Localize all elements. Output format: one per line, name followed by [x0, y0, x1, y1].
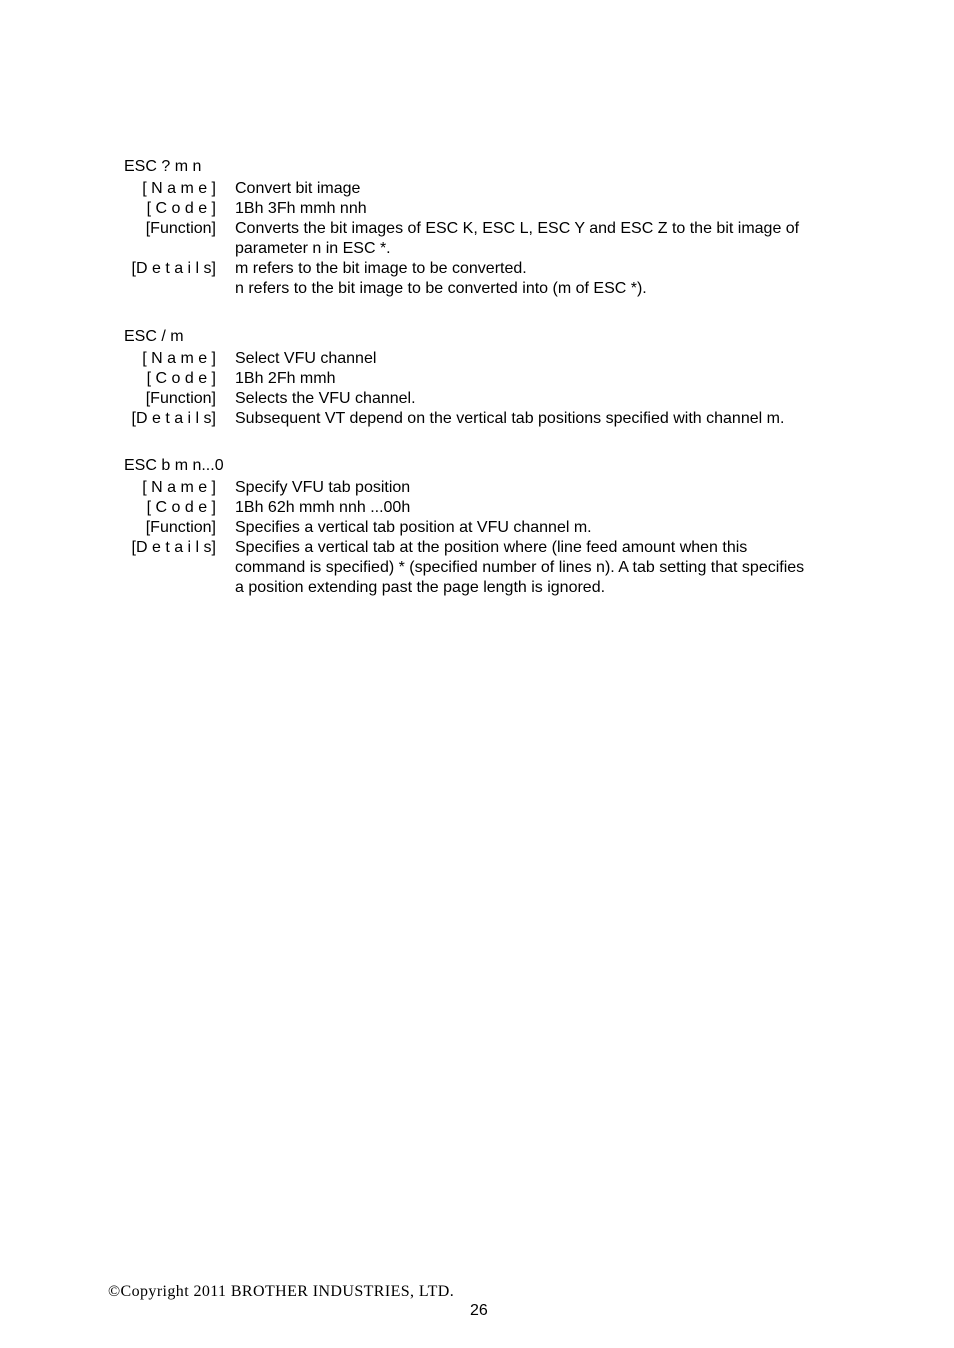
- row-value: [235, 199, 884, 219]
- row-value: [235, 409, 884, 429]
- row-value: [235, 478, 884, 498]
- row-value: [235, 179, 884, 199]
- row-value: [235, 219, 884, 259]
- row-label: [ N a m e ]: [142, 479, 216, 496]
- row-label: [ N a m e ]: [142, 180, 216, 197]
- value-line: Select VFU channel: [235, 350, 377, 367]
- details-row: [124, 409, 884, 429]
- row-label: [ C o d e ]: [146, 200, 216, 217]
- copyright-notice: ©Copyright 2011 BROTHER INDUSTRIES, LTD.: [108, 1283, 455, 1300]
- code-row: [124, 199, 884, 219]
- value-line: Specifies a vertical tab position at VFU channel m.: [235, 519, 592, 536]
- row-label: [D e t a i l s]: [131, 260, 216, 277]
- row-label: [ N a m e ]: [142, 350, 216, 367]
- name-row: [124, 349, 884, 369]
- row-value: [235, 369, 884, 389]
- function-row: [124, 389, 884, 409]
- details-row: [124, 538, 884, 598]
- row-label: [ C o d e ]: [146, 370, 216, 387]
- row-label: [Function]: [145, 519, 216, 536]
- name-row: [124, 179, 884, 199]
- row-label: [D e t a i l s]: [131, 539, 216, 556]
- function-row: [124, 219, 884, 259]
- row-label: [ C o d e ]: [146, 499, 216, 516]
- command-title: ESC b m n...0: [124, 457, 224, 474]
- command-title: ESC / m: [124, 328, 184, 345]
- value-line: parameter n in ESC *.: [235, 240, 391, 257]
- row-value: [235, 349, 884, 369]
- value-line: Convert bit image: [235, 180, 361, 197]
- row-label: [Function]: [145, 220, 216, 237]
- value-line: command is specified) * (specified number of lines n). A tab setting that specifies: [235, 559, 805, 576]
- command-esc-slash: [124, 327, 884, 429]
- row-label: [D e t a i l s]: [131, 410, 216, 427]
- row-value: [235, 538, 884, 598]
- command-esc-question: [124, 157, 884, 299]
- value-line: Subsequent VT depend on the vertical tab positions specified with channel m.: [235, 410, 785, 427]
- function-row: [124, 518, 884, 538]
- row-value: [235, 389, 884, 409]
- command-esc-b: [124, 456, 884, 598]
- value-line: 1Bh 3Fh mmh nnh: [235, 200, 367, 217]
- value-line: n refers to the bit image to be converted into (m of ESC *).: [235, 280, 647, 297]
- row-value: [235, 498, 884, 518]
- row-value: [235, 259, 884, 299]
- name-row: [124, 478, 884, 498]
- code-row: [124, 498, 884, 518]
- code-row: [124, 369, 884, 389]
- value-line: Converts the bit images of ESC K, ESC L, ESC Y and ESC Z to the bit image of: [235, 220, 800, 237]
- value-line: m refers to the bit image to be converted.: [235, 260, 527, 277]
- command-title: ESC ? m n: [124, 158, 202, 175]
- page-number: 26: [470, 1302, 488, 1319]
- value-line: Selects the VFU channel.: [235, 390, 416, 407]
- row-value: [235, 518, 884, 538]
- details-row: [124, 259, 884, 299]
- row-label: [Function]: [145, 390, 216, 407]
- value-line: a position extending past the page length is ignored.: [235, 579, 606, 596]
- value-line: 1Bh 2Fh mmh: [235, 370, 336, 387]
- value-line: Specify VFU tab position: [235, 479, 411, 496]
- value-line: Specifies a vertical tab at the position where (line feed amount when this: [235, 539, 748, 556]
- value-line: 1Bh 62h mmh nnh ...00h: [235, 499, 411, 516]
